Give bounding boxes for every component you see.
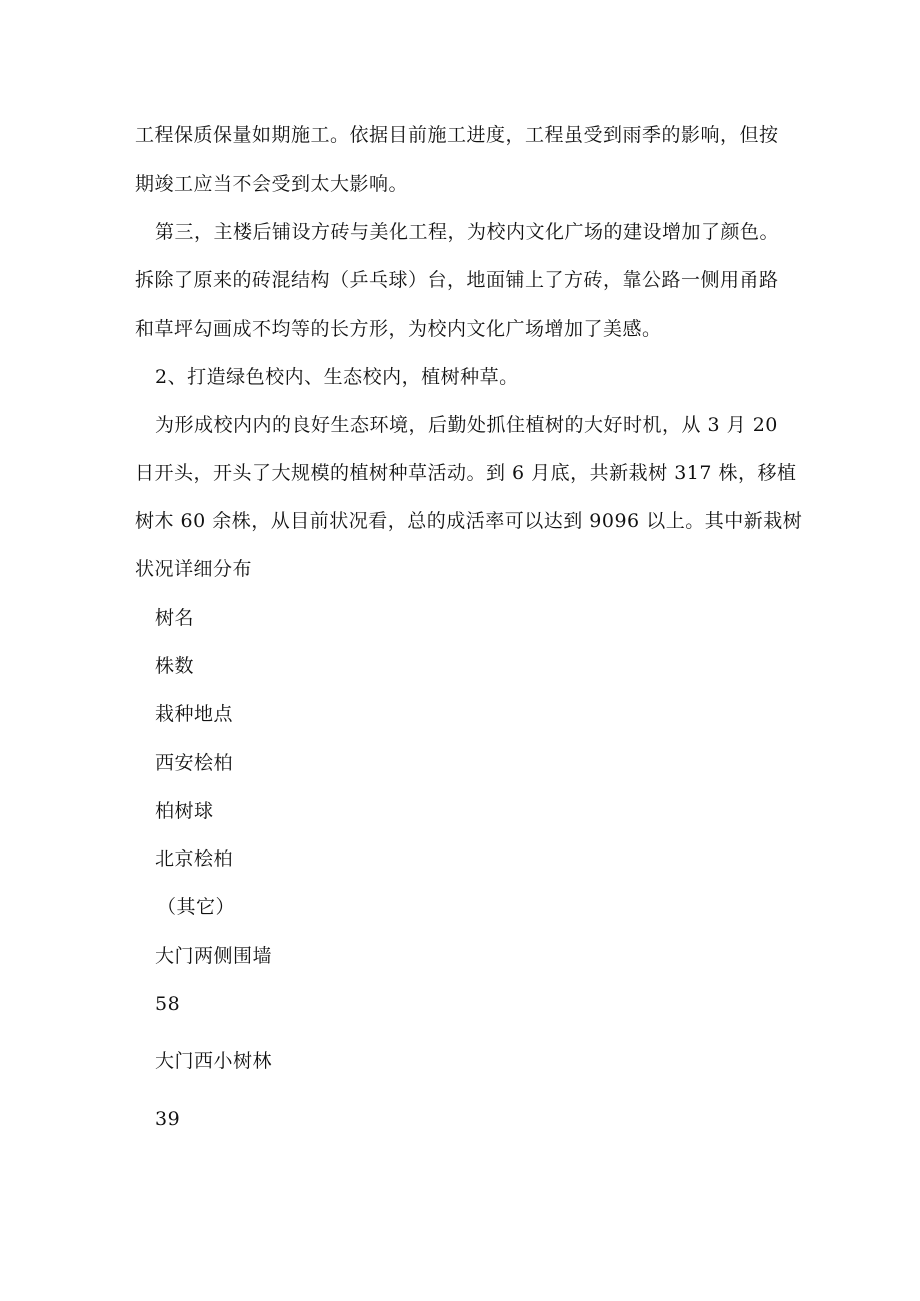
table-item-count-1: 58 bbox=[155, 993, 181, 1015]
table-item-tree-2: 柏树球 bbox=[155, 800, 214, 822]
paragraph-1-line-2: 期竣工应当不会受到太大影响。 bbox=[135, 173, 409, 195]
table-item-other: （其它） bbox=[157, 896, 236, 918]
paragraph-2-line-1: 第三，主楼后铺设方砖与美化工程，为校内文化广场的建设增加了颜色。 bbox=[155, 221, 780, 243]
table-item-location-1: 大门两侧围墙 bbox=[155, 945, 273, 967]
paragraph-1-line-1: 工程保质保量如期施工。依据目前施工进度，工程虽受到雨季的影响，但按 bbox=[135, 124, 779, 146]
table-item-location-header: 栽种地点 bbox=[155, 703, 234, 725]
paragraph-3-line-2: 日开头，开头了大规模的植树种草活动。到 6 月底，共新栽树 317 株，移植 bbox=[135, 462, 797, 484]
paragraph-3-line-3: 树木 60 余株，从目前状况看，总的成活率可以达到 9096 以上。其中新栽树 bbox=[135, 510, 803, 532]
paragraph-3-line-4: 状况详细分布 bbox=[135, 558, 253, 580]
paragraph-3-line-1: 为形成校内内的良好生态环境，后勤处抓住植树的大好时机，从 3 月 20 bbox=[155, 414, 778, 436]
table-item-count-2: 39 bbox=[155, 1108, 181, 1130]
section-heading-2: 2、打造绿色校内、生态校内，植树种草。 bbox=[155, 366, 519, 388]
table-item-location-2: 大门西小树林 bbox=[155, 1050, 273, 1072]
paragraph-2-line-3: 和草坪勾画成不均等的长方形，为校内文化广场增加了美感。 bbox=[135, 318, 662, 340]
paragraph-2-line-2: 拆除了原来的砖混结构（乒乓球）台，地面铺上了方砖，靠公路一侧用甬路 bbox=[135, 269, 779, 291]
table-item-count-header: 株数 bbox=[155, 655, 195, 677]
table-item-tree-name-header: 树名 bbox=[155, 607, 195, 629]
table-item-tree-1: 西安桧柏 bbox=[155, 752, 234, 774]
table-item-tree-3: 北京桧柏 bbox=[155, 848, 234, 870]
